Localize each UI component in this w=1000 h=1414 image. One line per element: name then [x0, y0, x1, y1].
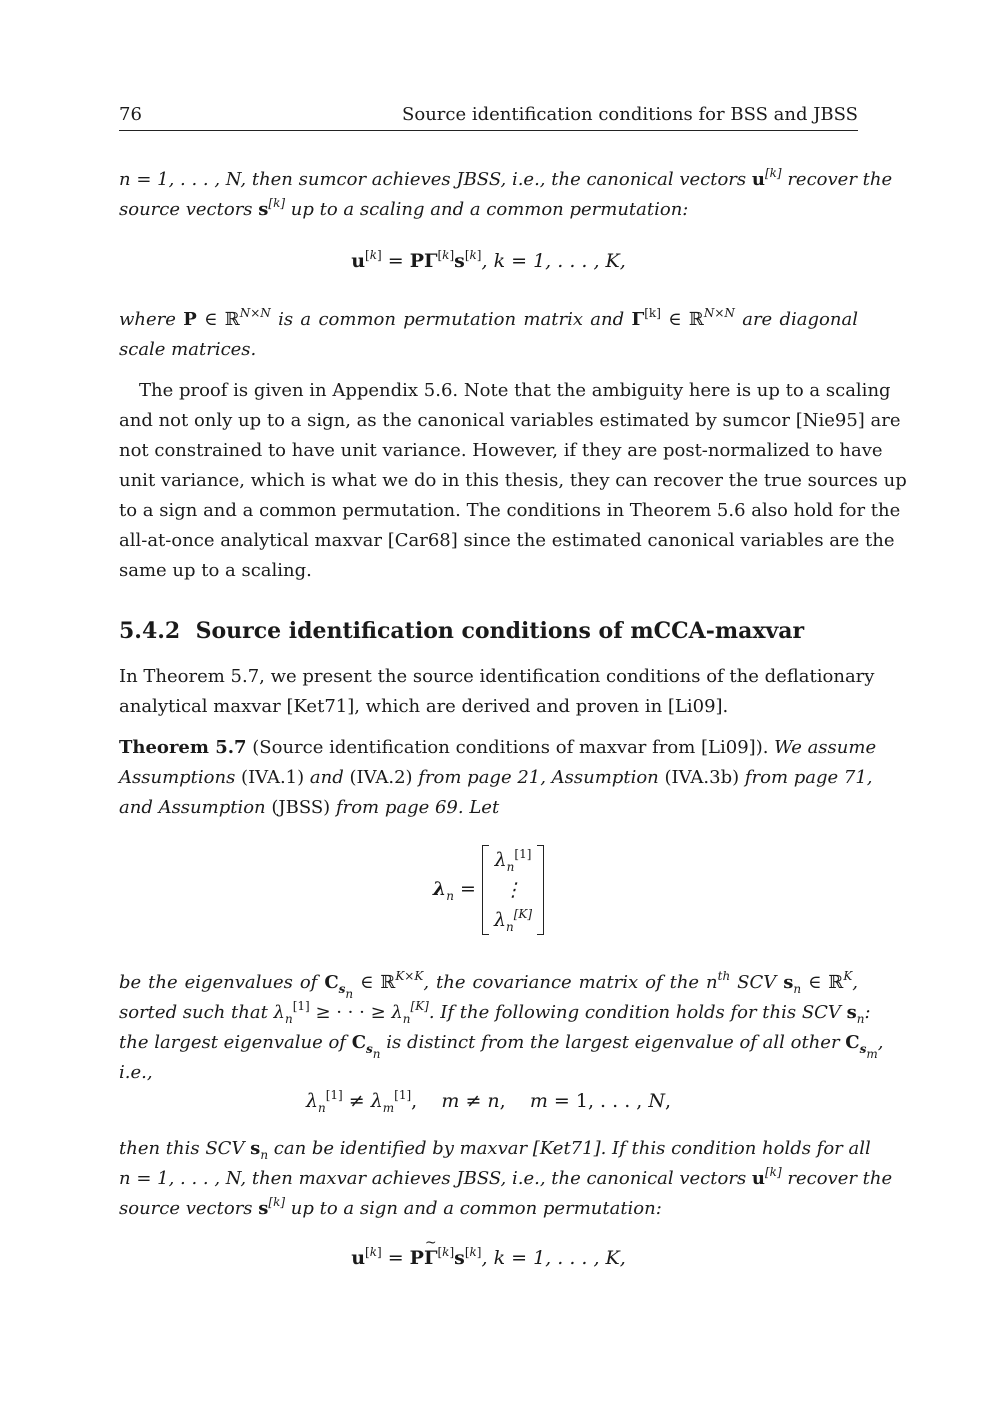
theorem-line: i.e.,	[119, 1062, 153, 1083]
theorem-line: then this SCV $s_n$ can be identified by maxvar [Ket71]. If this condition holds for all	[119, 1138, 871, 1162]
paragraph-line: and not only up to a sign, as the canonical variables estimated by sumcor [Nie95] are	[119, 410, 901, 431]
theorem-body	[119, 968, 884, 1088]
theorem-name: (Source identification conditions of maxvar from [Li09]).	[252, 737, 769, 758]
theorem-line: where P ∈ ℝ$^{N\times N}$ is a common permutation matrix and Γ[k] ∈ ℝ$^{N\times N}$ are diagonal	[119, 306, 858, 330]
theorem-line: Assumptions (IVA.1) and (IVA.2) from page 21, Assumption (IVA.3b) from page 71,	[119, 767, 873, 788]
theorem-line: be the eigenvalues of $C_{s_n}$ ∈ ℝ$^{K\times K}$, the covariance matrix of the $n^{th}$ SCV $s_n$ ∈ ℝ$^K$,	[119, 969, 859, 1001]
where-clause	[119, 305, 858, 365]
equation-lambda-vector: $\lambda_n$ = $\lambda_n[1]$ ⋮ $\lambda_n[K]$	[119, 845, 858, 935]
theorem-conclusion	[119, 1134, 893, 1224]
page-number: 76	[119, 104, 142, 125]
bracket-matrix: $\lambda_n[1]$ ⋮ $\lambda_n[K]$	[482, 845, 544, 935]
intro-paragraph	[119, 662, 875, 722]
theorem-label: Theorem 5.7	[119, 737, 247, 758]
paragraph-line: In Theorem 5.7, we present the source identification conditions of the deflationary	[119, 666, 875, 687]
paragraph-line: analytical maxvar [Ket71], which are derived and proven in [Li09].	[119, 696, 729, 717]
theorem-5-6-continuation	[119, 165, 893, 225]
theorem-line: Theorem 5.7 (Source identification conditions of maxvar from [Li09]). We assume	[119, 737, 877, 758]
theorem-line: source vectors s[k] up to a scaling and a common permutation:	[119, 196, 689, 220]
paragraph-line: not constrained to have unit variance. However, if they are post-normalized to have	[119, 440, 883, 461]
paragraph-line: all-at-once analytical maxvar [Car68] since the estimated canonical variables are the	[119, 530, 895, 551]
theorem-5-7	[119, 733, 877, 823]
paragraph-line: to a sign and a common permutation. The conditions in Theorem 5.6 also hold for the	[119, 500, 901, 521]
paragraph-line: unit variance, which is what we do in this thesis, they can recover the true sources up	[119, 470, 907, 491]
running-header	[119, 100, 858, 131]
section-number: 5.4.2	[119, 618, 181, 644]
paragraph-line: The proof is given in Appendix 5.6. Note that the ambiguity here is up to a scaling	[139, 380, 891, 401]
theorem-line: source vectors s[k] up to a sign and a common permutation:	[119, 1195, 662, 1219]
proof-paragraph	[119, 376, 907, 586]
paragraph-line: same up to a scaling.	[119, 560, 312, 581]
theorem-line: sorted such that $\lambda_n[1]$ ≥ · · · ≥ $\lambda_n[K]$. If the following condition holds for this SCV $s_n$:	[119, 999, 871, 1026]
equation-distinct-eigenvalue: $\lambda_n[1] \ne \lambda_m[1]$, m ≠ n, m = 1, . . . , N,	[305, 1088, 672, 1115]
equation-maxvar: u[k] = PΓ ~ [k]s[k], k = 1, . . . , K,	[351, 1235, 626, 1269]
theorem-line: n = 1, . . . , N, then sumcor achieves JBSS, i.e., the canonical vectors u[k] recover the	[119, 166, 893, 190]
theorem-line: n = 1, . . . , N, then maxvar achieves JBSS, i.e., the canonical vectors u[k] recover the	[119, 1165, 893, 1189]
section-title: Source identification conditions of mCCA-maxvar	[195, 618, 805, 644]
theorem-line: the largest eigenvalue of $C_{s_n}$ is distinct from the largest eigenvalue of all other $C_{s_m}$,	[119, 1032, 884, 1061]
section-heading	[119, 618, 804, 644]
theorem-line: and Assumption (JBSS) from page 69. Let	[119, 797, 500, 818]
theorem-line: scale matrices.	[119, 339, 257, 360]
equation-sumcor: u[k] = PΓ[k]s[k], k = 1, . . . , K,	[351, 248, 626, 272]
running-title: Source identification conditions for BSS and JBSS	[402, 104, 858, 125]
